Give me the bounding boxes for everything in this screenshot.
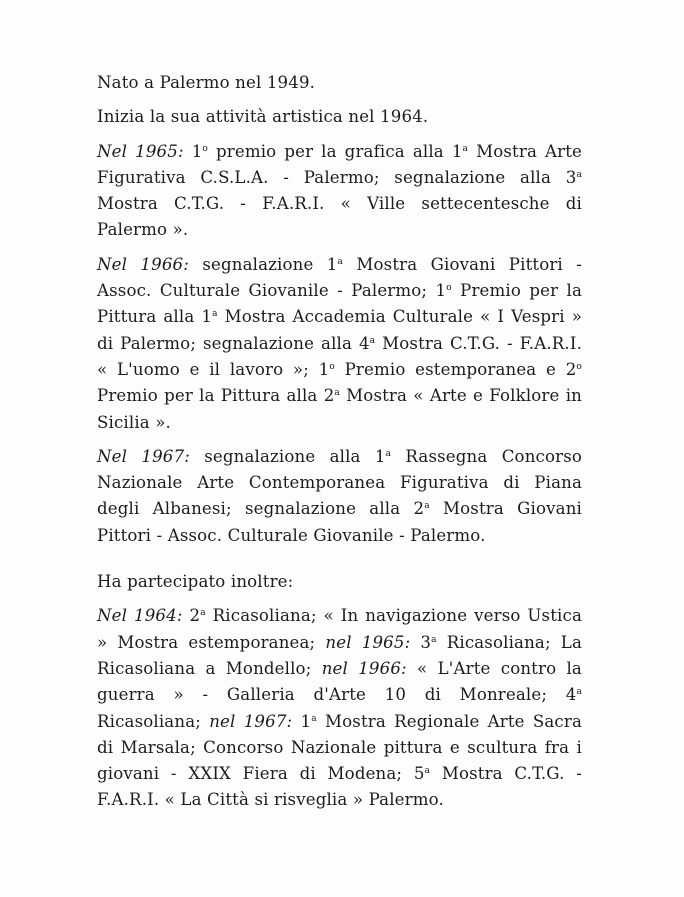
ordinal-superscript: a: [462, 143, 469, 154]
ordinal-superscript: a: [431, 634, 437, 645]
participated-heading: [97, 569, 582, 595]
text-run: Mostra Giovani Pittori - Assoc. Culturale Giovanile - Palermo.: [97, 499, 583, 545]
text-run: Premio per la Pittura alla 2: [97, 386, 335, 406]
text-run: 3: [410, 632, 432, 652]
text-run: segnalazione 1: [189, 254, 338, 274]
year-label-1965: nel 1965:: [325, 632, 411, 652]
ordinal-superscript: a: [200, 608, 206, 619]
text-run: Mostra C.T.G. - F.A.R.I. « La Città si risveglia » Palermo.: [97, 764, 582, 810]
birth-text: Nato a Palermo nel 1949.: [97, 73, 316, 92]
start-line: [97, 104, 582, 130]
text-run: Premio estemporanea e 2: [334, 359, 577, 379]
text-run: Ricasoliana; « In navigazione verso Ustica » Mostra estemporanea;: [97, 606, 582, 652]
birth-line: [97, 70, 582, 96]
year-label-1965: Nel 1965:: [97, 141, 184, 161]
text-run: Premio per la Pittura alla 1: [97, 281, 582, 327]
year-label-1966: Nel 1966:: [97, 254, 190, 274]
ordinal-superscript: a: [337, 256, 344, 267]
year-label-1967: nel 1967:: [209, 711, 293, 731]
text-run: premio per la grafica alla 1: [208, 141, 463, 161]
paragraph-other-exhibitions: [97, 603, 582, 813]
ordinal-superscript: a: [385, 448, 392, 459]
text-run: 1: [183, 141, 203, 161]
text-run: Mostra C.T.G. - F.A.R.I. « L'uomo e il lavoro »; 1: [97, 333, 582, 379]
paragraph-1966: [97, 252, 582, 436]
year-label-1966: nel 1966:: [321, 658, 407, 678]
start-text: Inizia la sua attività artistica nel 1964.: [97, 107, 429, 127]
biography-text: [97, 70, 582, 814]
ordinal-superscript: a: [334, 388, 340, 399]
ordinal-superscript: a: [576, 687, 582, 698]
year-label-1967: Nel 1967:: [97, 446, 190, 466]
paragraph-1967: [97, 444, 582, 549]
ordinal-superscript: a: [311, 713, 317, 724]
text-run: Mostra Accademia Culturale « I Vespri » di Palermo; segnalazione alla 4: [97, 307, 582, 353]
ordinal-superscript: a: [212, 309, 218, 320]
text-run: Mostra C.T.G. - F.A.R.I. « Ville settecentesche di Palermo ».: [97, 194, 582, 240]
ordinal-superscript: a: [424, 766, 431, 777]
year-label-1964: Nel 1964:: [97, 606, 183, 626]
text-run: 1: [292, 711, 312, 731]
ordinal-superscript: a: [424, 501, 430, 512]
text-run: Ricasoliana;: [97, 711, 210, 731]
ordinal-superscript: o: [446, 283, 452, 294]
text-run: Mostra Giovani Pittori - Assoc. Culturale Giovanile - Palermo; 1: [97, 254, 582, 301]
text-run: « L'Arte contro la guerra » - Galleria d'Arte 10 di Monreale; 4: [97, 658, 582, 705]
participated-text: Ha partecipato inoltre:: [97, 572, 294, 592]
ordinal-superscript: o: [202, 143, 208, 154]
text-run: Mostra Regionale Arte Sacra di Marsala; Concorso Nazionale pittura e scultura fra i giovani - XXIX Fiera di Modena; 5: [97, 711, 583, 784]
text-run: 2: [182, 606, 201, 626]
ordinal-superscript: a: [576, 169, 582, 180]
text-run: Ricasoliana; La Ricasoliana a Mondello;: [97, 632, 582, 678]
paragraph-1965: [97, 139, 582, 244]
text-run: Mostra Arte Figurativa C.S.L.A. - Palermo; segnalazione alla 3: [97, 141, 582, 187]
ordinal-superscript: o: [329, 361, 335, 372]
ordinal-superscript: o: [576, 361, 582, 372]
text-run: Rassegna Concorso Nazionale Arte Contemporanea Figurativa di Piana degli Albanesi; segnalazione alla 2: [97, 446, 583, 519]
ordinal-superscript: a: [369, 335, 376, 346]
text-run: Mostra « Arte e Folklore in Sicilia ».: [97, 386, 582, 432]
text-run: segnalazione alla 1: [189, 446, 386, 466]
